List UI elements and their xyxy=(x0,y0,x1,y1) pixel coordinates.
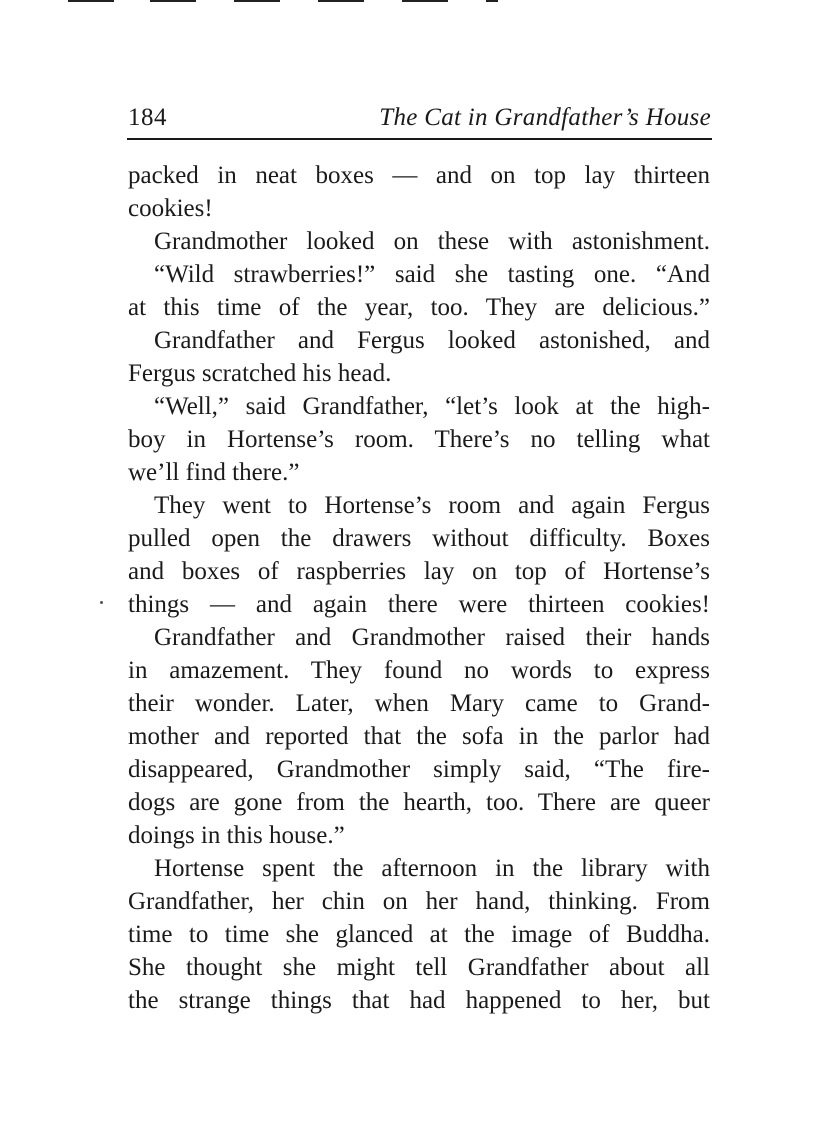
text-line: “Well,” said Grandfather, “let’s look at the high- xyxy=(154,393,710,420)
text-line: Grandfather, her chin on her hand, thinking. From xyxy=(128,888,710,915)
edge-mark xyxy=(234,0,280,2)
text-line: She thought she might tell Grandfather about all xyxy=(128,954,710,981)
top-edge-marks xyxy=(0,0,826,6)
text-line: packed in neat boxes — and on top lay thirteen xyxy=(128,162,710,189)
text-line: the strange things that had happened to her, but xyxy=(128,987,710,1014)
running-title: The Cat in Grandfather’s House xyxy=(379,104,711,131)
text-line: Grandfather and Fergus looked astonished, and xyxy=(154,327,710,354)
text-line: Fergus scratched his head. xyxy=(128,360,392,387)
page-header xyxy=(128,102,711,134)
text-line: dogs are gone from the hearth, too. There are queer xyxy=(128,789,710,816)
text-line: at this time of the year, too. They are delicious.” xyxy=(128,294,710,321)
text-line: Grandfather and Grandmother raised their hands xyxy=(154,624,710,651)
text-line: disappeared, Grandmother simply said, “The fire- xyxy=(128,756,710,783)
text-line: in amazement. They found no words to express xyxy=(128,657,710,684)
text-line: “Wild strawberries!” said she tasting one. “And xyxy=(154,261,710,288)
text-line: cookies! xyxy=(128,195,213,222)
text-line: pulled open the drawers without difficulty. Boxes xyxy=(128,525,710,552)
page-number: 184 xyxy=(128,104,167,131)
page-body xyxy=(128,159,710,1017)
text-line: their wonder. Later, when Mary came to Grand- xyxy=(128,690,710,717)
text-line: things — and again there were thirteen cookies! xyxy=(128,591,710,618)
text-line: time to time she glanced at the image of Buddha. xyxy=(128,921,710,948)
text-line: doings in this house.” xyxy=(128,822,345,849)
margin-speck xyxy=(100,601,103,604)
edge-mark xyxy=(486,0,498,2)
text-line: Hortense spent the afternoon in the library with xyxy=(154,855,710,882)
edge-mark xyxy=(150,0,196,2)
text-line: boy in Hortense’s room. There’s no telling what xyxy=(128,426,710,453)
header-rule xyxy=(127,138,712,140)
edge-mark xyxy=(68,0,114,2)
text-line: we’ll find there.” xyxy=(128,459,300,486)
edge-mark xyxy=(318,0,364,2)
text-line: mother and reported that the sofa in the parlor had xyxy=(128,723,710,750)
edge-mark xyxy=(402,0,448,2)
text-line: Grandmother looked on these with astonishment. xyxy=(154,228,710,255)
text-line: and boxes of raspberries lay on top of Hortense’s xyxy=(128,558,710,585)
text-line: They went to Hortense’s room and again Fergus xyxy=(154,492,710,519)
